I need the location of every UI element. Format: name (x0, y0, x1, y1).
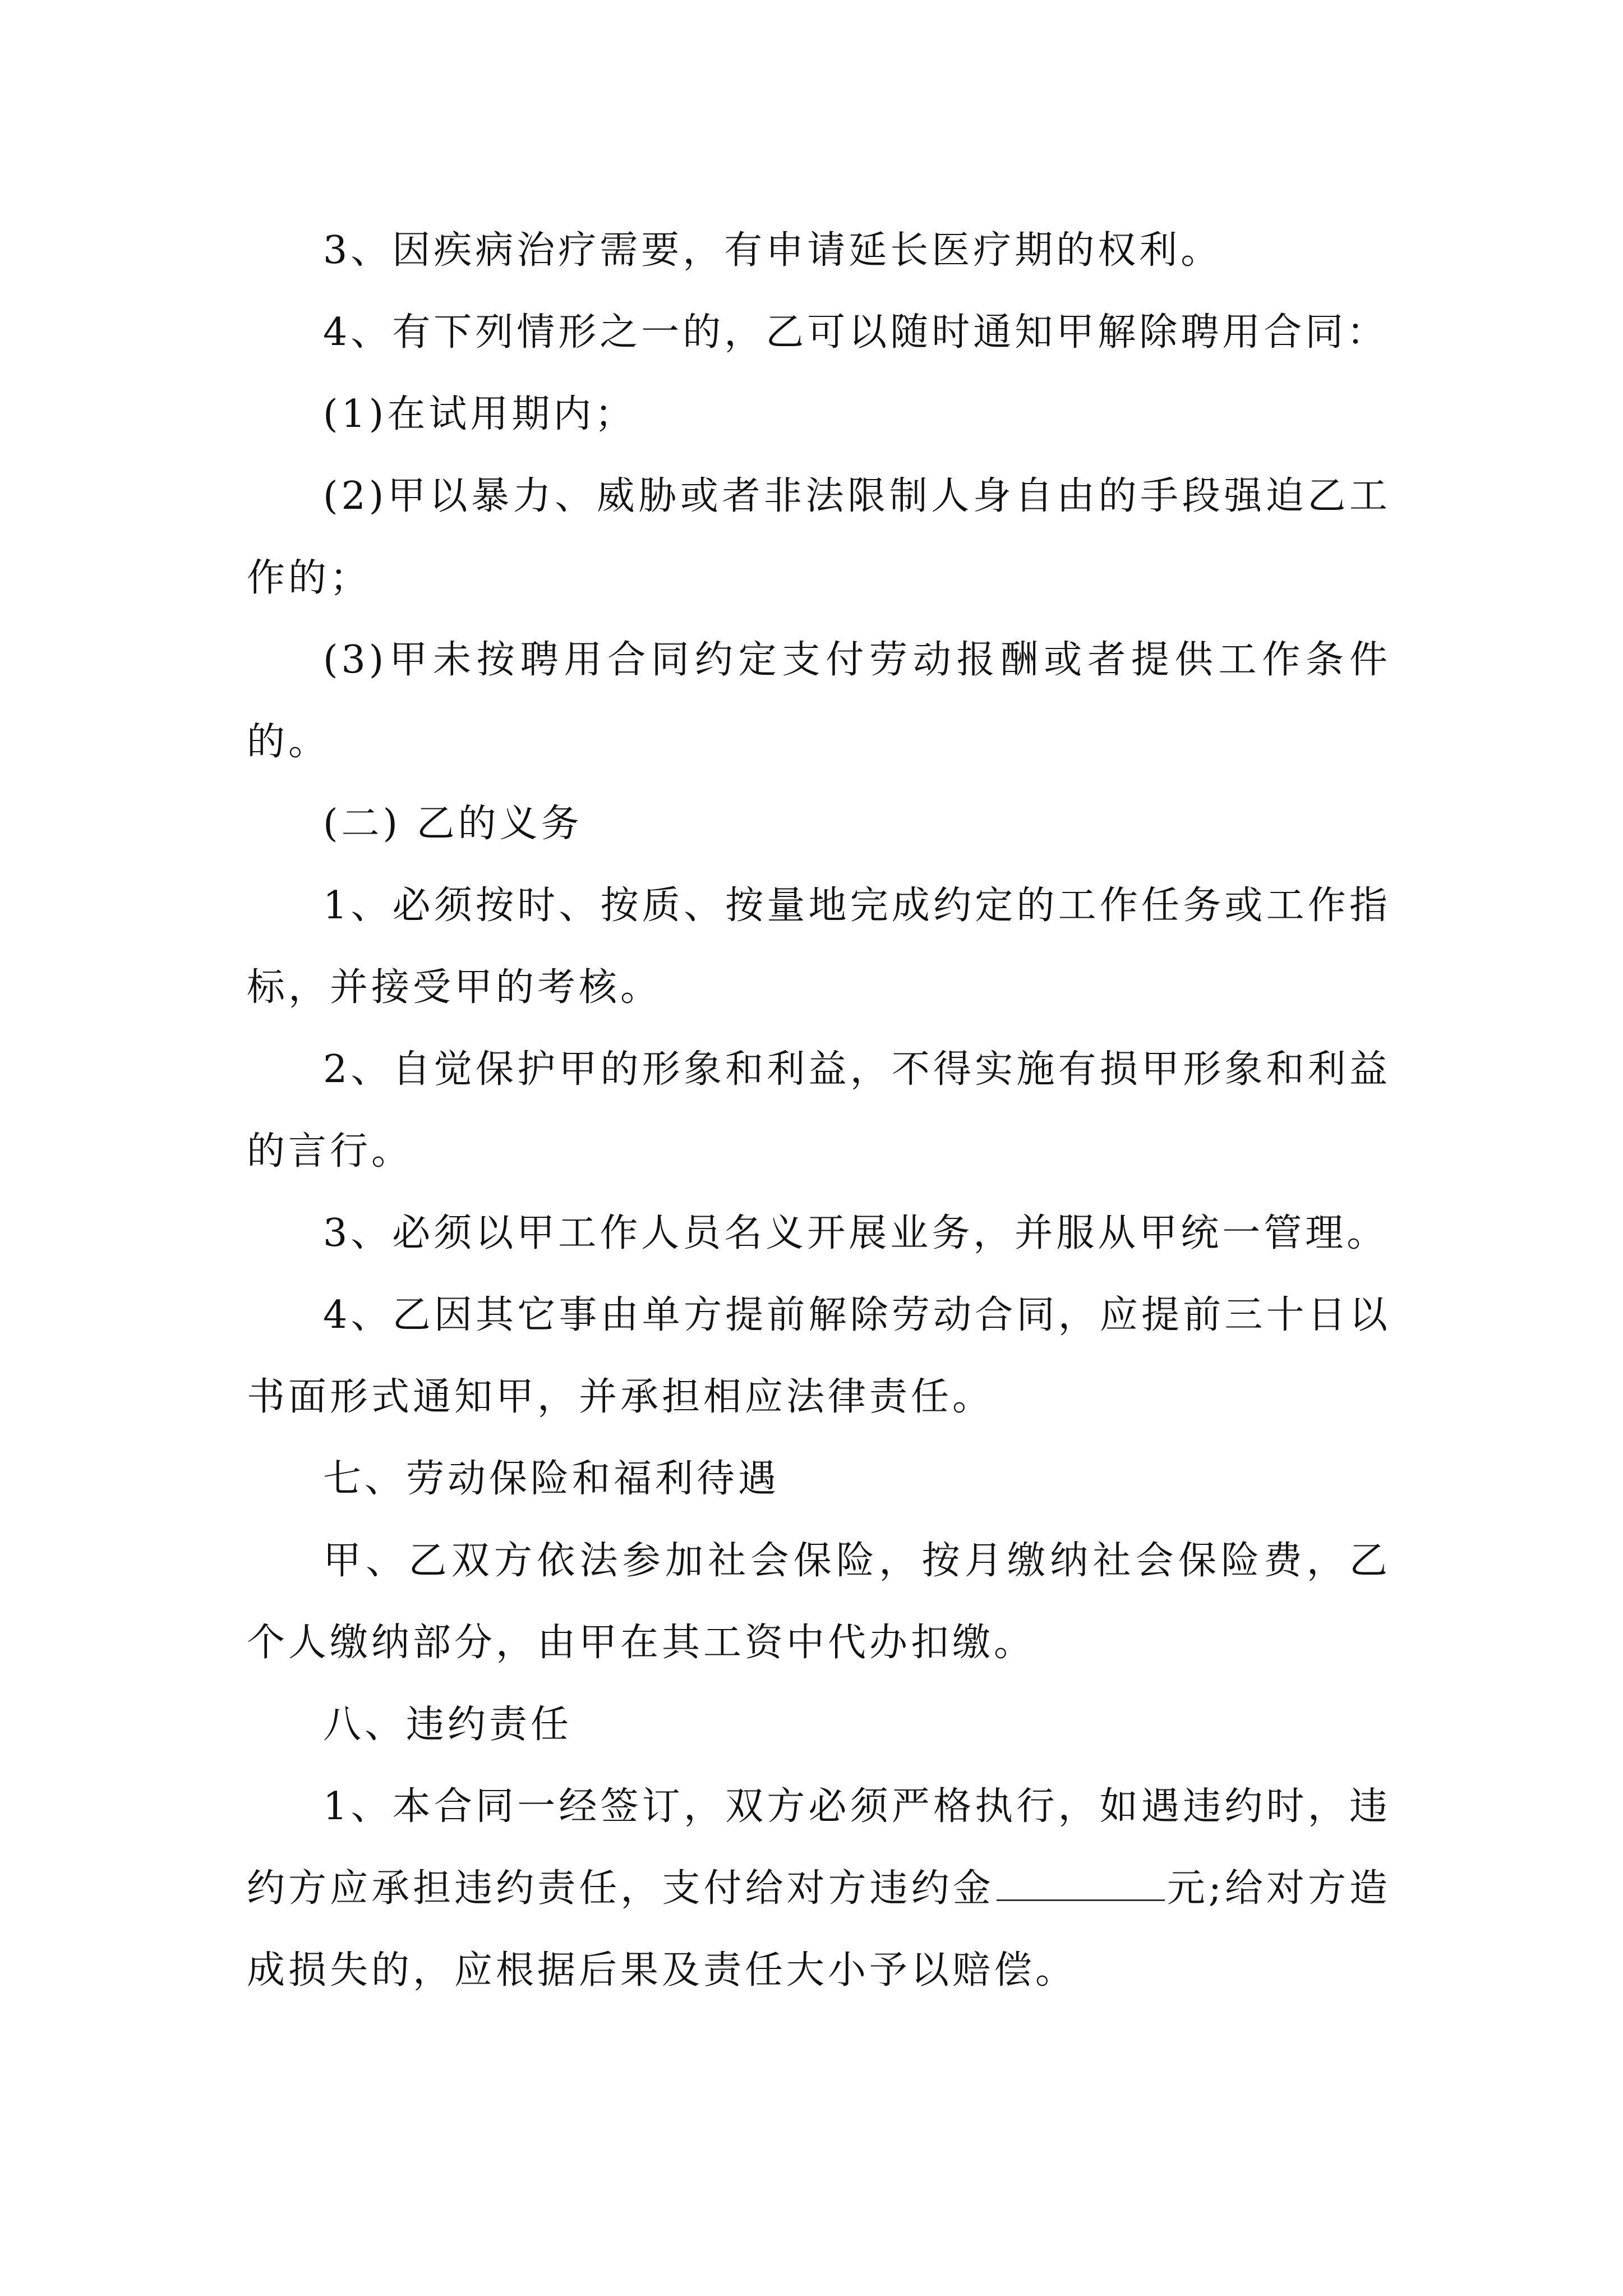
paragraph: 3、因疾病治疗需要，有申请延长医疗期的权利。 (323, 228, 1223, 273)
paragraph: (1)在试用期内； (323, 392, 637, 436)
paragraph: 3、必须以甲工作人员名义开展业务，并服从甲统一管理。 (323, 1211, 1389, 1255)
section-heading: 七、劳动保险和福利待遇 (323, 1457, 780, 1501)
paragraph: 2、自觉保护甲的形象和利益，不得实施有损甲形象和利益的言行。 (247, 1047, 1391, 1174)
paragraph: (2)甲以暴力、威胁或者非法限制人身自由的手段强迫乙工作的； (247, 474, 1391, 600)
section-heading: 八、违约责任 (323, 1703, 573, 1747)
document-body (247, 210, 1391, 2012)
paragraph-text-before-blank: 1、本合同一经签订，双方必须严格执行，如遇违约时，违约方应承担违约责任，支付给对方违约金 (247, 1784, 1391, 1911)
section-heading: (二) 乙的义务 (323, 802, 583, 846)
paragraph: 1、必须按时、按质、按量地完成约定的工作任务或工作指标，并接受甲的考核。 (247, 884, 1391, 1010)
paragraph: 甲、乙双方依法参加社会保险，按月缴纳社会保险费，乙个人缴纳部分，由甲在其工资中代办扣缴。 (247, 1539, 1391, 1665)
paragraph: (3)甲未按聘用合同约定支付劳动报酬或者提供工作条件的。 (247, 638, 1391, 764)
paragraph: 4、有下列情形之一的，乙可以随时通知甲解除聘用合同： (323, 310, 1389, 355)
paragraph-with-blank (247, 1766, 1391, 2012)
fill-in-blank (997, 1866, 1165, 1901)
paragraph-text-after-blank: 元;给对方造成损失的，应根据后果及责任大小予以赔偿。 (247, 1866, 1391, 1993)
paragraph: 4、乙因其它事由单方提前解除劳动合同，应提前三十日以书面形式通知甲，并承担相应法律责任。 (247, 1293, 1391, 1419)
